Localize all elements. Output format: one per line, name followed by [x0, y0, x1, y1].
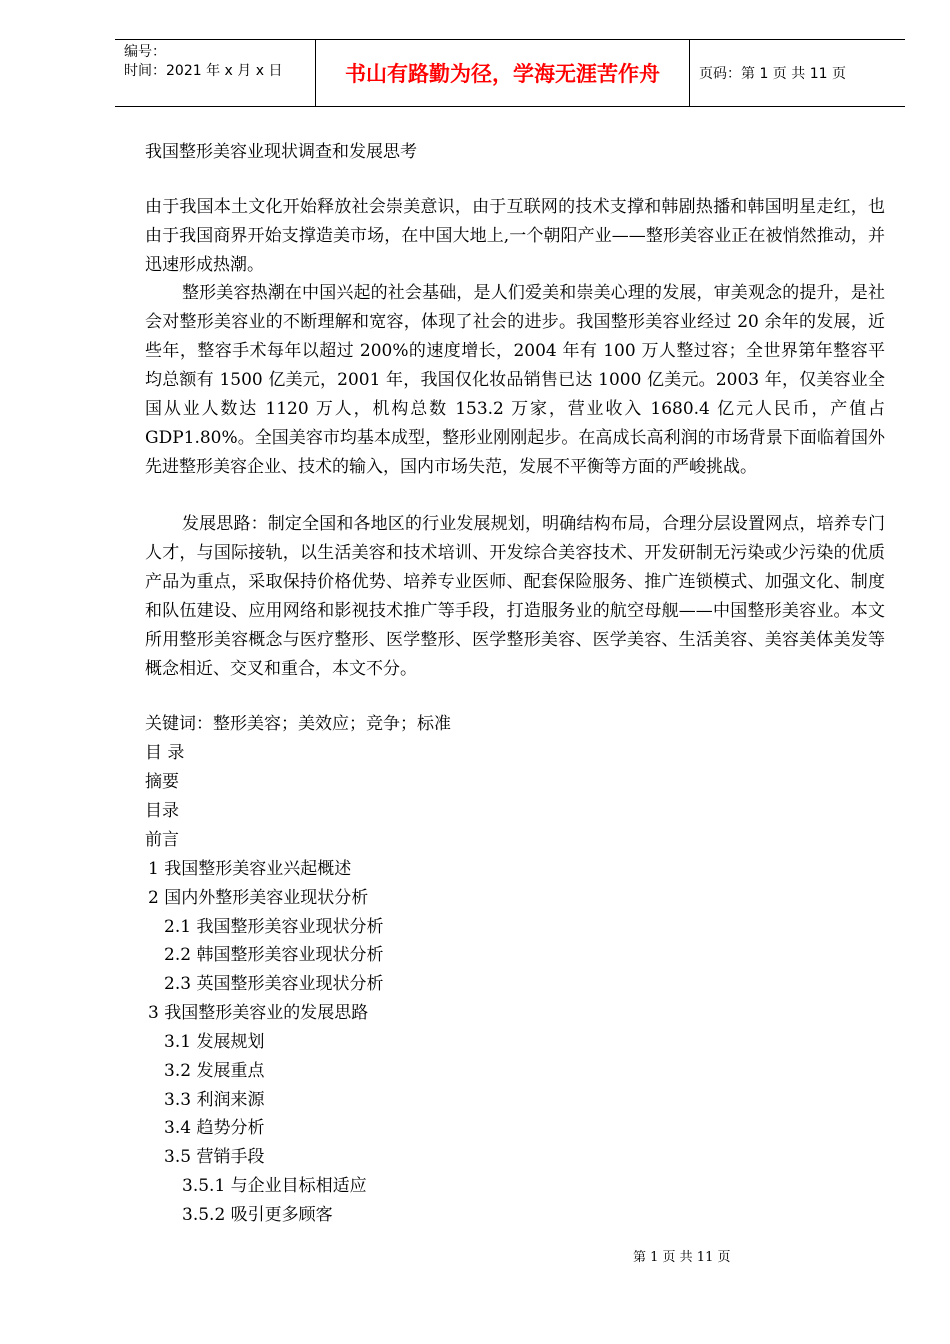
header-page-label: 页码：第 1 页 共 11 页 [699, 66, 846, 82]
toc-item: 3 我国整形美容业的发展思路 [148, 1003, 369, 1023]
toc-item: 前言 [145, 830, 179, 850]
toc-item: 1 我国整形美容业兴起概述 [148, 859, 352, 879]
toc-item: 3.5 营销手段 [164, 1147, 265, 1167]
toc-item: 3.4 趋势分析 [164, 1118, 265, 1138]
header-meta-cell [115, 40, 316, 106]
toc-item: 2.1 我国整形美容业现状分析 [164, 917, 384, 937]
toc-item: 2.2 韩国整形美容业现状分析 [164, 945, 384, 965]
page-footer: 第 1 页 共 11 页 [633, 1250, 731, 1265]
keywords-line: 关键词：整形美容；美效应；竞争；标准 [145, 714, 451, 734]
header-time-label: 时间：2021 年 x 月 x 日 [124, 63, 283, 79]
paragraph-social-basis: 整形美容热潮在中国兴起的社会基础，是人们爱美和崇美心理的发展，审美观念的提升，是社会对整形美容业的不断理解和宽容，体现了社会的进步。我国整形美容业经过 20 余年的发展，近些年，整容手术每年以超过 200%的速度增长，2004 年有 100 万人整过容；全世界第年整容平均总额有 1500 亿美元，2001 年，我国仅化妆品销售已达 1000 亿美元。2003 年，仅美容业全国从业人数达 1120 万人，机构总数 153.2 万家，营业收入 1680.4 亿元人民币，产值占 GDP1.80%。全国美容市均基本成型，整形业刚刚起步。在高成长高利润的市场背景下面临着国外先进整形美容企业、技术的输入，国内市场失范，发展不平衡等方面的严峻挑战。 [145, 283, 885, 477]
paragraph-development-ideas: 发展思路：制定全国和各地区的行业发展规划，明确结构布局，合理分层设置网点，培养专门人才，与国际接轨，以生活美容和技术培训、开发综合美容技术、开发研制无污染或少污染的优质产品为重点，采取保持价格优势、培养专业医师、配套保险服务、推广连锁模式、加强文化、制度和队伍建设、应用网络和影视技术推广等手段，打造服务业的航空母舰——中国整形美容业。本文所用整形美容概念与医疗整形、医学整形、医学整形美容、医学美容、生活美容、美容美体美发等概念相近、交叉和重合，本文不分。 [145, 514, 885, 679]
header-number-label: 编号： [124, 44, 166, 60]
header-motto: 书山有路勤为径，学海无涯苦作舟 [316, 40, 690, 106]
page-header [115, 39, 905, 107]
toc-item: 摘要 [145, 772, 179, 792]
toc-item: 目录 [145, 801, 179, 821]
toc-item: 2.3 英国整形美容业现状分析 [164, 974, 384, 994]
toc-item: 3.5.2 吸引更多顾客 [182, 1205, 333, 1225]
toc-item: 3.3 利润来源 [164, 1090, 265, 1110]
toc-heading: 目 录 [145, 743, 185, 763]
toc-item: 3.5.1 与企业目标相适应 [182, 1176, 367, 1196]
toc-item: 3.2 发展重点 [164, 1061, 265, 1081]
paragraph-intro: 由于我国本土文化开始释放社会崇美意识，由于互联网的技术支撑和韩剧热播和韩国明星走红，也由于我国商界开始支撑造美市场，在中国大地上,一个朝阳产业——整形美容业正在被悄然推动，并迅速形成热潮。 [145, 197, 885, 275]
toc-item: 2 国内外整形美容业现状分析 [148, 888, 369, 908]
document-title: 我国整形美容业现状调查和发展思考 [145, 142, 417, 162]
toc-item: 3.1 发展规划 [164, 1032, 265, 1052]
